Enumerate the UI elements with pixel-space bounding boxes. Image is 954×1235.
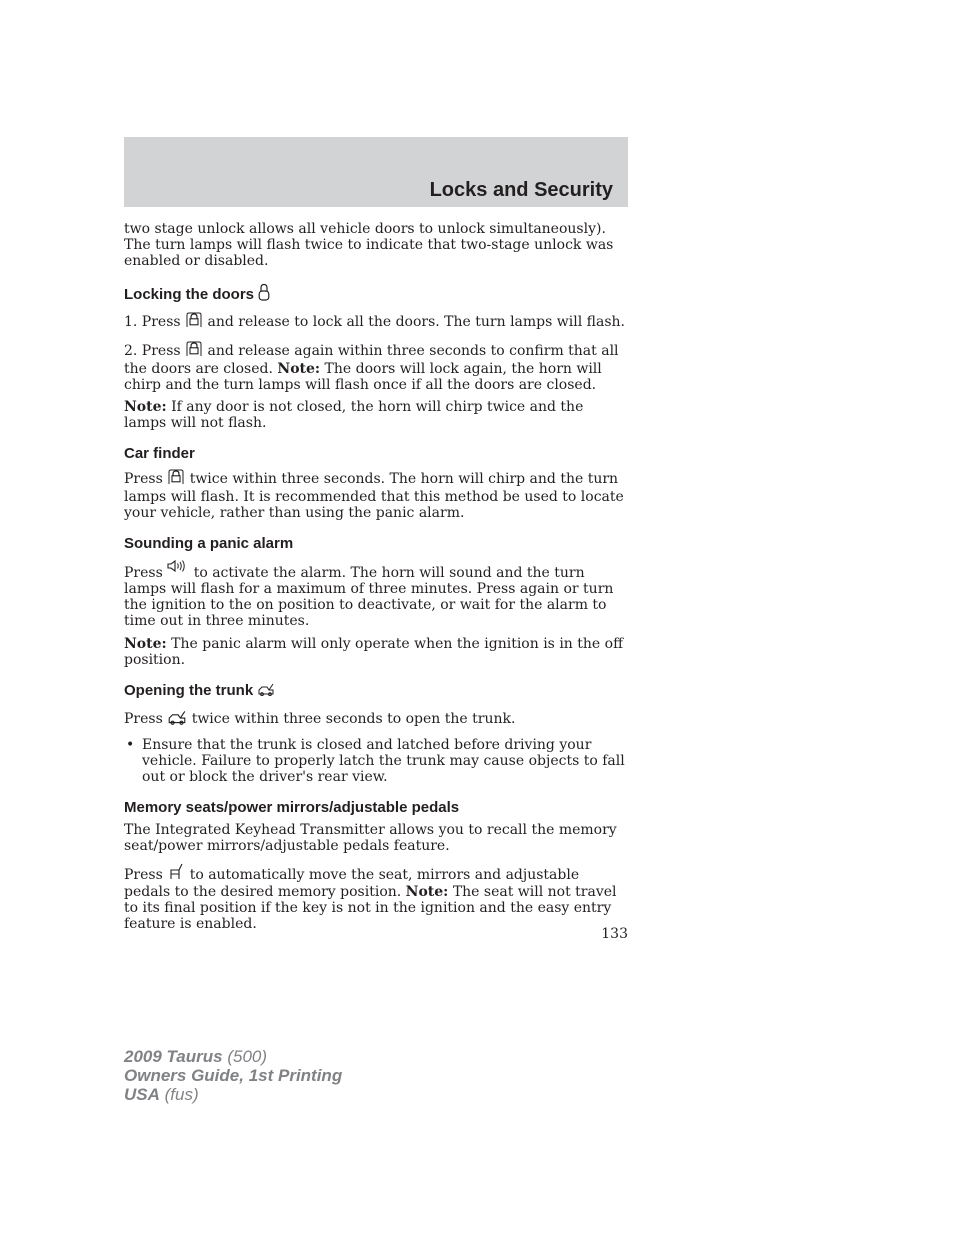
trunk-heading: Opening the trunk xyxy=(124,682,628,701)
header-band xyxy=(124,137,628,207)
car-finder-paragraph: Press twice within three seconds. The horn will chirp and the turn lamps will flash. It is recommended that this method be used to locate your vehicle, rather than using the panic alarm. xyxy=(124,471,624,521)
lock-icon xyxy=(185,312,203,332)
memory-seat-icon xyxy=(167,862,185,884)
locking-note: Note: If any door is not closed, the horn will chirp twice and the lamps will not flash. xyxy=(124,399,584,431)
trunk-icon xyxy=(257,682,275,701)
panic-heading: Sounding a panic alarm xyxy=(124,535,294,552)
page-title: Locks and Security xyxy=(429,179,613,201)
locking-step-1: 1. Press and release to lock all the doors. The turn lamps will flash. xyxy=(124,314,625,330)
footer-line-2: Owners Guide, 1st Printing xyxy=(124,1066,343,1085)
trunk-paragraph: Press twice within three seconds to open the trunk. xyxy=(124,711,516,727)
footer-line-1: 2009 Taurus (500) xyxy=(124,1047,268,1066)
locking-heading: Locking the doors xyxy=(124,283,628,306)
trunk-icon xyxy=(167,709,187,729)
main-content xyxy=(124,221,628,932)
document-footer xyxy=(124,1047,342,1104)
panic-paragraph: Press to activate the alarm. The horn will sound and the turn lamps will flash for a maximum of three minutes. Press again or turn the ignition to the on position to deactivate, or wait for the alarm to time out in three minutes. xyxy=(124,559,628,629)
locking-step-2: 2. Press and release again within three seconds to confirm that all the doors are closed. Note: The doors will lock again, the horn will chirp and the turn lamps will flash once if all the doors are closed. xyxy=(124,343,619,393)
memory-heading: Memory seats/power mirrors/adjustable pedals xyxy=(124,799,460,816)
lock-icon xyxy=(258,283,270,306)
bullet-marker: • xyxy=(126,737,135,753)
memory-paragraph-1: The Integrated Keyhead Transmitter allows you to recall the memory seat/power mirrors/adjustable pedals feature. xyxy=(124,822,617,854)
footer-line-3: USA (fus) xyxy=(124,1085,199,1104)
lock-icon xyxy=(167,469,185,489)
lock-icon xyxy=(185,341,203,361)
intro-paragraph: two stage unlock allows all vehicle doors to unlock simultaneously). The turn lamps will flash twice to indicate that two-stage unlock was enabled or disabled. xyxy=(124,221,614,269)
memory-paragraph-2: Press to automatically move the seat, mirrors and adjustable pedals to the desired memory position. Note: The seat will not travel to its final position if the key is not in the ignition and the easy entry feature is enabled. xyxy=(124,862,628,932)
car-finder-heading: Car finder xyxy=(124,445,195,462)
panic-icon xyxy=(167,559,189,577)
panic-note: Note: The panic alarm will only operate when the ignition is in the off position. xyxy=(124,636,624,668)
page-number: 133 xyxy=(601,926,628,942)
trunk-bullet: • Ensure that the trunk is closed and latched before driving your vehicle. Failure to properly latch the trunk may cause objects to fall out or block the driver's rear view. xyxy=(126,737,625,785)
